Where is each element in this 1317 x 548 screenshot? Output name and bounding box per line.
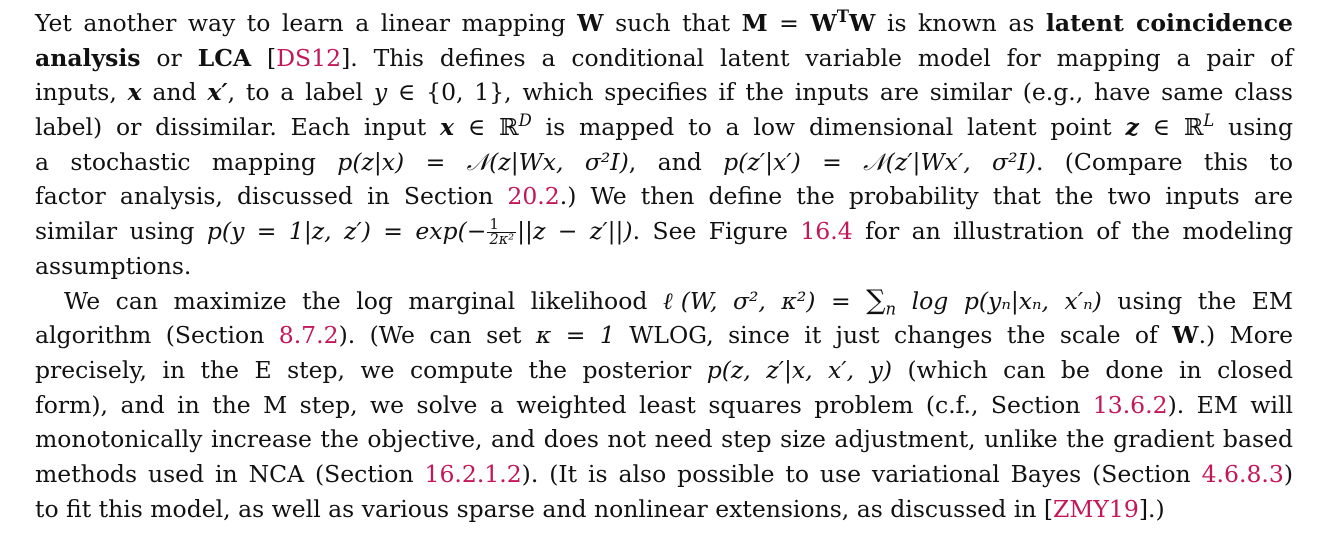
fraction-numerator: 1: [487, 218, 516, 234]
text: to fit this model, as well as various sparse and nonlinear extensions, as discussed in [: [35, 494, 1054, 523]
text-line: [35, 353, 1293, 388]
text: WLOG, since it just changes the scale of: [614, 321, 1173, 350]
text-line: [35, 388, 1293, 423]
math-expression: log p(yₙ|xₙ, x′ₙ): [896, 286, 1102, 315]
math-expression: p(z, z′|x, x′, y): [706, 355, 893, 384]
text-line: [35, 492, 1293, 527]
text: or: [140, 43, 198, 72]
text: a stochastic mapping: [35, 147, 338, 176]
math-expression: p(z|x) = 𝒩(z|Wx, σ²I): [337, 147, 629, 176]
figure-link[interactable]: 16.4: [800, 217, 853, 246]
text: monotonically increase the objective, and does not need step size adjustment, unlike the gradient based: [35, 425, 1293, 454]
text: [: [251, 43, 277, 72]
text: factor analysis, discussed in Section: [35, 182, 508, 211]
math-symbol: =: [767, 9, 811, 37]
math-expression: p(z′|x′) = 𝒩(z′|Wx′, σ²I): [723, 147, 1036, 176]
text: ). (We can set: [338, 321, 536, 350]
text-line: [35, 422, 1293, 457]
section-link[interactable]: 4.6.8.3: [1201, 459, 1284, 488]
bold-term: analysis: [35, 43, 141, 72]
section-link[interactable]: 8.7.2: [278, 321, 339, 350]
text: using: [1214, 113, 1293, 142]
text-line: [35, 318, 1293, 353]
math-expression: ||z − z′||): [517, 217, 633, 246]
text: using the EM: [1101, 286, 1293, 315]
text-line: [35, 179, 1293, 214]
text-line: [35, 75, 1293, 110]
math-superscript: T: [836, 7, 850, 27]
math-symbol: W: [849, 9, 876, 37]
citation-link[interactable]: ZMY19: [1053, 494, 1139, 523]
math-symbol: x′: [207, 78, 228, 107]
math-symbol: z: [1125, 113, 1139, 142]
math-fraction: [487, 215, 516, 249]
text: is known as: [875, 9, 1046, 37]
citation-link[interactable]: DS12: [276, 43, 342, 72]
paragraph-em-fitting: [35, 284, 1293, 527]
text: ). (It is also possible to use variational Bayes (Section: [521, 459, 1202, 488]
bold-term: LCA: [197, 43, 252, 72]
paragraph-lca-definition: [35, 6, 1293, 284]
text: ].): [1138, 494, 1165, 523]
fraction-denominator: 2κ²: [489, 231, 515, 249]
text-line: [35, 284, 1293, 319]
text: . See Figure: [632, 217, 801, 246]
text: .) We then define the probability that the two inputs are: [559, 182, 1293, 211]
math-symbol: M: [741, 9, 768, 37]
math-expression: p(y = 1|z, z′) = exp(−: [206, 217, 487, 246]
section-link[interactable]: 16.2.1.2: [424, 459, 522, 488]
text: .) More: [1198, 321, 1293, 350]
text-line: [35, 457, 1293, 492]
text: , and: [628, 147, 724, 176]
text: , to a label: [227, 78, 374, 107]
math-sum-symbol: ∑: [866, 284, 886, 316]
math-expression: ℓ(W, σ², κ²) =: [662, 286, 867, 315]
text: similar using: [35, 217, 207, 246]
text: ∈ {0, 1}, which specifies if the inputs are similar (e.g., have same class: [387, 78, 1293, 107]
math-symbol: y: [373, 78, 388, 107]
text: precisely, in the E step, we compute the posterior: [35, 355, 707, 384]
text: such that: [603, 9, 742, 37]
math-symbol: W: [577, 9, 604, 37]
text: ]. This defines a conditional latent variable model for mapping a pair of: [341, 43, 1293, 72]
math-subscript: n: [885, 299, 897, 319]
math-symbol: x: [127, 78, 142, 107]
text-line: [35, 110, 1293, 145]
text: form), and in the M step, we solve a weighted least squares problem (c.f., Section: [35, 390, 1093, 419]
text: label) or dissimilar. Each input: [35, 113, 441, 142]
bold-term: latent coincidence: [1045, 9, 1294, 37]
math-expression: κ = 1: [535, 321, 615, 350]
math-superscript: D: [518, 111, 532, 131]
text: methods used in NCA (Section: [35, 459, 425, 488]
text: We can maximize the log marginal likelihood: [64, 286, 663, 315]
text-line: [35, 6, 1293, 41]
math-superscript: L: [1203, 111, 1215, 131]
math-symbol: W: [1172, 321, 1199, 350]
text: (which can be done in closed: [892, 355, 1293, 384]
text: assumptions.: [35, 251, 192, 280]
text: . (Compare this to: [1035, 147, 1293, 176]
text: for an illustration of the modeling: [852, 217, 1293, 246]
math-symbol: x: [440, 113, 455, 142]
text: ). EM will: [1167, 390, 1293, 419]
text: Yet another way to learn a linear mapping: [35, 9, 578, 37]
math-symbol: ∈ ℝ: [1138, 113, 1204, 142]
text-line: [35, 41, 1293, 76]
math-symbol: W: [810, 9, 837, 37]
text-line: [35, 145, 1293, 180]
text-line: [35, 214, 1293, 249]
text-line: [35, 249, 1293, 284]
text: inputs,: [35, 78, 128, 107]
text: algorithm (Section: [35, 321, 279, 350]
text: and: [141, 78, 208, 107]
section-link[interactable]: 20.2: [507, 182, 560, 211]
section-link[interactable]: 13.6.2: [1092, 390, 1168, 419]
math-symbol: ∈ ℝ: [454, 113, 519, 142]
text: is mapped to a low dimensional latent point: [531, 113, 1126, 142]
document-page: [35, 6, 1293, 526]
text: ): [1283, 459, 1293, 488]
